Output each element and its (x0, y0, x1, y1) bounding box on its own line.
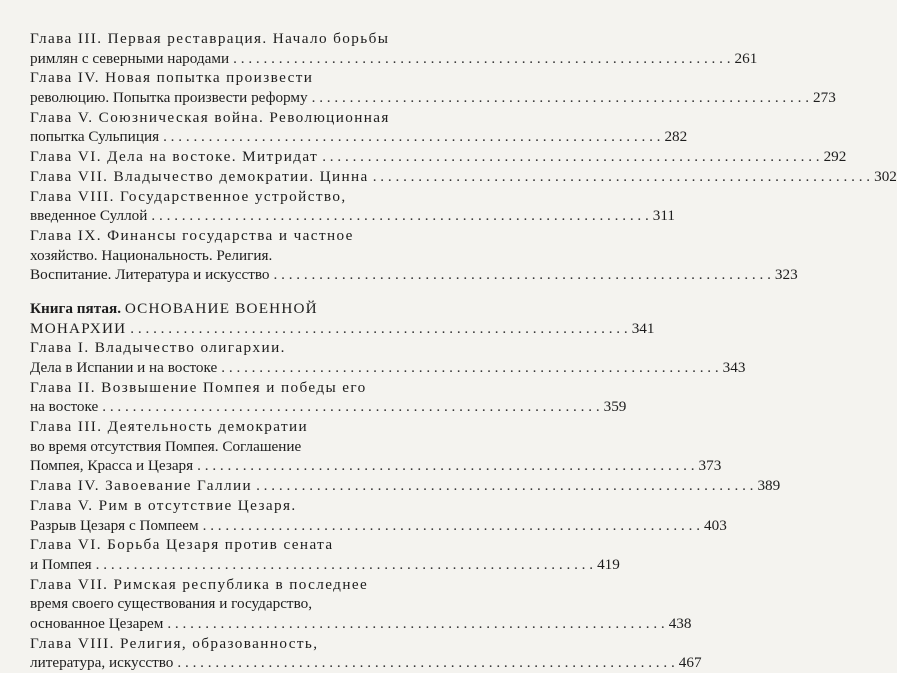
toc-entry (30, 226, 798, 285)
chapter-title-cont: попытка Сульпиция (30, 128, 160, 146)
dot-leader (197, 456, 694, 476)
toc-line (30, 108, 390, 128)
page-number: 419 (597, 555, 620, 573)
toc-line (30, 29, 390, 49)
toc-entry (30, 575, 692, 634)
page-number: 292 (823, 148, 847, 166)
toc-line (30, 265, 798, 285)
toc-line (30, 535, 371, 555)
page-number: 359 (603, 398, 627, 416)
chapter-title-cont: литература, искусство (30, 654, 174, 672)
dot-leader (256, 476, 753, 496)
toc-line (30, 417, 371, 437)
toc-line (30, 127, 688, 147)
chapter-title: Глава VIII. Религия, образованность, (30, 634, 319, 652)
toc-entry (30, 378, 627, 417)
chapter-title: Глава IV. Завоевание Галлии (30, 477, 253, 495)
dot-leader (167, 614, 664, 634)
dot-leader (373, 167, 870, 187)
dot-leader (151, 206, 648, 226)
toc-line (30, 397, 627, 417)
toc-line (30, 319, 655, 339)
toc-line (30, 614, 692, 634)
toc-entry (30, 496, 727, 535)
chapter-title: Глава V. Союзническая война. Революционная (30, 108, 390, 126)
toc-entry (30, 147, 847, 167)
page-number: 282 (664, 128, 688, 146)
chapter-title-cont: время своего существования и государство, (30, 595, 313, 613)
section-gap (30, 285, 371, 299)
page-number: 343 (722, 359, 746, 376)
toc-line (30, 496, 371, 516)
chapter-title: Глава VIII. Государственное устройство, (30, 187, 347, 205)
toc-line (30, 456, 722, 476)
toc-entry (30, 476, 781, 496)
dot-leader (163, 127, 660, 147)
chapter-title: Глава VII. Римская республика в последнее (30, 575, 369, 593)
toc-line (30, 88, 836, 108)
page-number: 403 (704, 516, 727, 534)
chapter-title-cont: основанное Цезарем (30, 614, 164, 632)
toc-entry (30, 167, 897, 187)
chapter-title-cont: римлян с северными народами (30, 49, 230, 67)
toc-entry (30, 29, 758, 68)
toc-line (30, 187, 371, 207)
book-title-cont: МОНАРХИИ (30, 319, 127, 337)
toc-entry (30, 535, 620, 574)
toc-entry-book5 (30, 299, 655, 338)
toc-line (30, 575, 371, 595)
toc-line (30, 206, 676, 226)
toc-line (30, 476, 781, 496)
dot-leader (221, 358, 718, 378)
chapter-title: Глава III. Деятельность демократии (30, 418, 309, 436)
page-number: 302 (874, 167, 897, 185)
toc-line (30, 167, 897, 187)
chapter-title-cont: хозяйство. Национальность. Религия. (30, 246, 273, 264)
page-number: 273 (813, 89, 836, 107)
toc-section-book4 (30, 29, 897, 285)
toc-entry (30, 634, 702, 673)
dot-leader (177, 653, 674, 673)
page-number: 438 (668, 614, 692, 632)
toc-line (30, 653, 702, 673)
dot-leader (203, 516, 700, 536)
chapter-title-cont: на востоке (30, 398, 99, 416)
chapter-title-cont: Воспитание. Литература и искусство (30, 266, 270, 284)
chapter-title-cont: во время отсутствия Помпея. Соглашение (30, 437, 302, 455)
toc-section-book5 (30, 338, 781, 673)
toc-line (30, 555, 620, 575)
toc-line (30, 516, 727, 536)
chapter-title-cont: и Помпея (30, 555, 92, 573)
dot-leader (274, 265, 771, 285)
chapter-title: Глава I. Владычество олигархии. (30, 339, 286, 357)
toc-entry (30, 417, 722, 476)
chapter-title-cont: Разрыв Цезаря с Помпеем (30, 516, 199, 534)
toc-line (30, 338, 371, 358)
toc-line (30, 49, 758, 69)
toc-line (30, 437, 371, 457)
chapter-title: Глава IV. Новая попытка произвести (30, 69, 314, 87)
page-number: 373 (698, 457, 722, 475)
chapter-title: Глава IX. Финансы государства и частное (30, 226, 354, 244)
toc-line (30, 594, 371, 614)
book-title: ОСНОВАНИЕ ВОЕННОЙ (124, 299, 318, 317)
toc-line (30, 68, 371, 88)
dot-leader (130, 319, 627, 339)
page-number: 323 (774, 266, 798, 284)
toc-entry (30, 108, 688, 147)
book-label: Книга пятая. (30, 299, 122, 317)
chapter-title-cont: Помпея, Красса и Цезаря (30, 457, 194, 475)
page-number: 341 (631, 319, 655, 337)
chapter-title: Глава III. Первая реставрация. Начало борьбы (30, 30, 390, 47)
page-number: 389 (757, 477, 781, 495)
toc-line (30, 246, 371, 266)
toc-line (30, 299, 371, 319)
dot-leader (233, 49, 730, 69)
toc-line (30, 147, 847, 167)
dot-leader (322, 147, 819, 167)
chapter-title: Глава II. Возвышение Помпея и победы его (30, 378, 367, 396)
chapter-title: Глава VI. Борьба Цезаря против сената (30, 536, 334, 554)
page-number: 467 (678, 654, 702, 672)
chapter-title-cont: Дела в Испании и на востоке (30, 359, 218, 376)
chapter-title-cont: введенное Суллой (30, 207, 148, 225)
dot-leader (96, 555, 593, 575)
chapter-title: Глава V. Рим в отсутствие Цезаря. (30, 496, 297, 514)
toc-line (30, 358, 746, 378)
chapter-title: Глава VI. Дела на востоке. Митридат (30, 148, 319, 166)
page-number: 311 (652, 207, 676, 225)
dot-leader (102, 397, 599, 417)
page-number: 261 (734, 49, 758, 67)
chapter-title: Глава VII. Владычество демократии. Цинна (30, 167, 369, 185)
toc-line (30, 634, 371, 654)
toc-entry (30, 338, 746, 377)
toc-line (30, 378, 371, 398)
chapter-title-cont: революцию. Попытка произвести реформу (30, 89, 308, 107)
toc-entry (30, 68, 836, 107)
dot-leader (312, 88, 809, 108)
toc-entry (30, 187, 676, 226)
toc-line (30, 226, 371, 246)
